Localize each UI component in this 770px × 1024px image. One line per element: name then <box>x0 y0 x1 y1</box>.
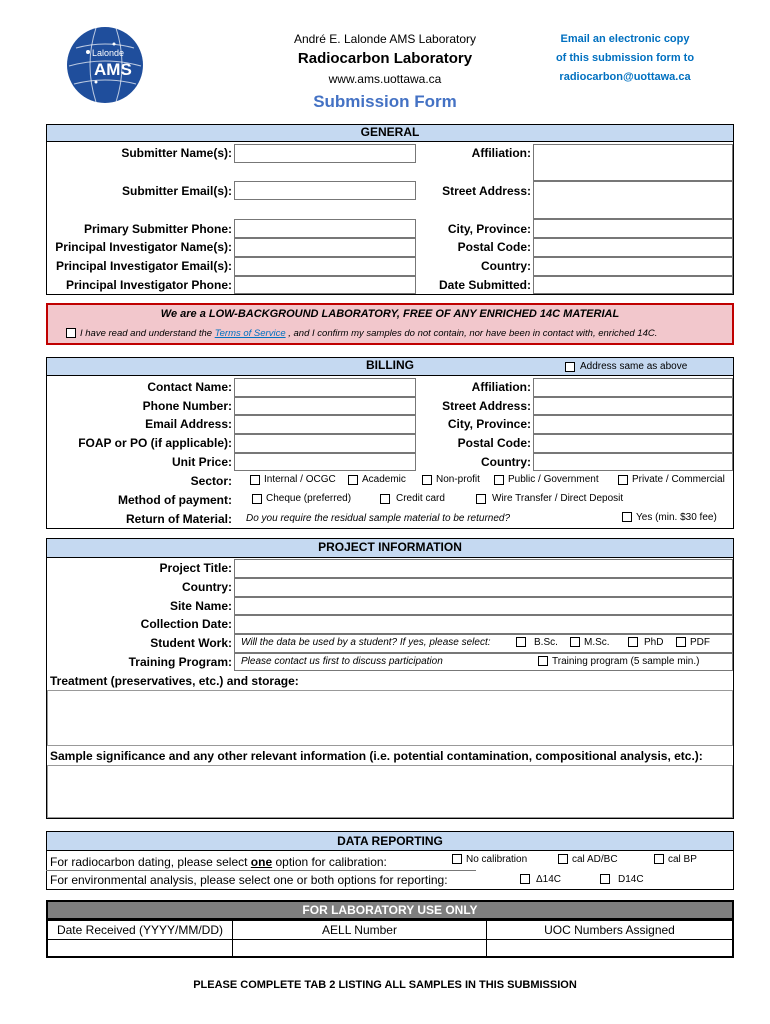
lab-title: Radiocarbon Laboratory <box>297 50 473 67</box>
label-email-address: Email Address: <box>145 417 232 431</box>
uoc-numbers-header: UOC Numbers Assigned <box>544 923 675 937</box>
project-country-field[interactable] <box>234 578 733 597</box>
contact-name-field[interactable] <box>234 378 416 397</box>
billing-city-field[interactable] <box>533 415 733 434</box>
training-note: Please contact us first to discuss participation <box>241 656 443 667</box>
label-billing-country: Country: <box>481 455 531 469</box>
label-billing-street: Street Address: <box>442 399 531 413</box>
notice-text <box>80 328 657 340</box>
lab-use-header: FOR LABORATORY USE ONLY <box>46 900 734 920</box>
label-billing-affiliation: Affiliation: <box>471 380 531 394</box>
affiliation-field[interactable] <box>533 144 733 181</box>
label-return: Return of Material: <box>125 512 232 526</box>
return-question: Do you require the residual sample material to be returned? <box>246 513 511 524</box>
reporting-header: DATA REPORTING <box>46 831 734 851</box>
label-student-work: Student Work: <box>150 636 232 650</box>
label-billing-postal: Postal Code: <box>457 436 531 450</box>
email-line-2: of this submission form to <box>555 52 695 64</box>
msc-checkbox[interactable] <box>570 637 580 647</box>
sector-nonprofit-checkbox[interactable] <box>422 475 432 485</box>
reporting-line-1-pre: For radiocarbon dating, please select <box>50 855 251 869</box>
bsc-label: B.Sc. <box>534 637 558 648</box>
pi-email-field[interactable] <box>234 257 416 276</box>
submitter-name-field[interactable] <box>234 144 416 163</box>
d14c-capital-checkbox[interactable] <box>520 874 530 884</box>
sector-internal-checkbox[interactable] <box>250 475 260 485</box>
country-field[interactable] <box>533 257 733 276</box>
return-yes-label: Yes (min. $30 fee) <box>636 512 717 523</box>
label-training-program: Training Program: <box>128 655 232 669</box>
footer-note: PLEASE COMPLETE TAB 2 LISTING ALL SAMPLES IN THIS SUBMISSION <box>193 979 577 991</box>
phd-checkbox[interactable] <box>628 637 638 647</box>
logo-text-main: AMS <box>94 60 132 79</box>
label-city: City, Province: <box>447 222 531 236</box>
lab-row-divider <box>46 939 734 940</box>
label-date-submitted: Date Submitted: <box>438 278 531 292</box>
sector-academic-label: Academic <box>362 474 406 485</box>
label-site-name: Site Name: <box>169 599 232 613</box>
label-significance: Sample significance and any other relevant information (i.e. potential contamination, compositional analysis, etc.): <box>50 749 703 763</box>
no-calibration-checkbox[interactable] <box>452 854 462 864</box>
label-pi-name: Principal Investigator Name(s): <box>55 240 232 254</box>
label-treatment: Treatment (preservatives, etc.) and storage: <box>50 674 299 688</box>
reporting-line-2: For environmental analysis, please select one or both options for reporting: <box>50 873 448 887</box>
d14c-lower-label: D14C <box>618 874 644 885</box>
primary-phone-field[interactable] <box>234 219 416 238</box>
pay-wire-label: Wire Transfer / Direct Deposit <box>492 493 624 504</box>
cal-bp-checkbox[interactable] <box>654 854 664 864</box>
pay-credit-label: Credit card <box>396 493 445 504</box>
email-line-1: Email an electronic copy <box>560 33 690 45</box>
email-instructions <box>530 30 720 87</box>
cal-ad-label: cal AD/BC <box>572 854 618 865</box>
ams-logo <box>66 26 144 104</box>
pdf-label: PDF <box>690 637 710 648</box>
pdf-checkbox[interactable] <box>676 637 686 647</box>
pay-wire-checkbox[interactable] <box>476 494 486 504</box>
project-header: PROJECT INFORMATION <box>46 538 734 558</box>
d14c-lower-checkbox[interactable] <box>600 874 610 884</box>
street-field[interactable] <box>533 181 733 219</box>
label-contact-name: Contact Name: <box>147 380 232 394</box>
sector-private-checkbox[interactable] <box>618 475 628 485</box>
sector-private-label: Private / Commercial <box>632 474 725 485</box>
no-calibration-label: No calibration <box>466 854 528 865</box>
form-title: Submission Form <box>313 92 457 111</box>
lab-name: André E. Lalonde AMS Laboratory <box>293 32 477 46</box>
label-project-title: Project Title: <box>159 561 232 575</box>
pay-cheque-checkbox[interactable] <box>252 494 262 504</box>
billing-street-field[interactable] <box>533 397 733 415</box>
sector-public-label: Public / Government <box>508 474 599 485</box>
label-affiliation: Affiliation: <box>471 146 531 160</box>
email-address-field[interactable] <box>234 415 416 434</box>
treatment-field[interactable] <box>47 690 733 746</box>
notice-pre: I have read and understand the <box>80 328 213 339</box>
cal-bp-label: cal BP <box>668 854 697 865</box>
phone-number-field[interactable] <box>234 397 416 415</box>
website: www.ams.uottawa.ca <box>328 72 442 86</box>
label-phone-number: Phone Number: <box>142 399 232 413</box>
email-line-3: radiocarbon@uottawa.ca <box>559 71 691 83</box>
return-yes-checkbox[interactable] <box>622 512 632 522</box>
billing-postal-field[interactable] <box>533 434 733 453</box>
label-payment: Method of payment: <box>118 493 232 507</box>
general-header: GENERAL <box>46 124 734 142</box>
label-project-country: Country: <box>182 580 232 594</box>
terms-link[interactable]: Terms of Service <box>214 328 286 339</box>
notice-post: , and I confirm my samples do not contain, nor have been in contact with, enriched 14C. <box>288 328 658 339</box>
reporting-line-1-post: option for calibration: <box>272 855 387 869</box>
pay-cheque-label: Cheque (preferred) <box>266 493 352 504</box>
label-submitter-email: Submitter Email(s): <box>121 184 232 198</box>
training-program-label: Training program (5 sample min.) <box>552 656 700 667</box>
foap-field[interactable] <box>234 434 416 453</box>
d14c-capital-label: Δ14C <box>536 874 562 885</box>
label-submitter-name: Submitter Name(s): <box>121 146 232 160</box>
site-name-field[interactable] <box>234 597 733 615</box>
postal-field[interactable] <box>533 238 733 257</box>
unit-price-field[interactable] <box>234 453 416 471</box>
pi-phone-field[interactable] <box>234 276 416 294</box>
submitter-email-field[interactable] <box>234 181 416 200</box>
label-pi-email: Principal Investigator Email(s): <box>55 259 232 273</box>
date-submitted-field[interactable] <box>533 276 733 294</box>
bsc-checkbox[interactable] <box>516 637 526 647</box>
label-billing-city: City, Province: <box>447 417 531 431</box>
sector-nonprofit-label: Non-profit <box>436 474 480 485</box>
billing-affiliation-field[interactable] <box>533 378 733 397</box>
reporting-line-1 <box>50 855 387 869</box>
label-primary-phone: Primary Submitter Phone: <box>83 222 232 236</box>
label-unit-price: Unit Price: <box>171 455 232 469</box>
sector-internal-label: Internal / OCGC <box>264 474 336 485</box>
collection-date-field[interactable] <box>234 615 733 634</box>
logo-text-top: Lalonde <box>92 48 125 58</box>
significance-field[interactable] <box>47 765 733 818</box>
cal-ad-checkbox[interactable] <box>558 854 568 864</box>
city-field[interactable] <box>533 219 733 238</box>
label-postal: Postal Code: <box>457 240 531 254</box>
billing-title: BILLING <box>366 358 414 372</box>
label-sector: Sector: <box>190 474 232 488</box>
label-street: Street Address: <box>442 184 531 198</box>
student-question: Will the data be used by a student? If yes, please select: <box>241 637 491 648</box>
billing-country-field[interactable] <box>533 453 733 471</box>
notice-title: We are a LOW-BACKGROUND LABORATORY, FREE OF ANY ENRICHED 14C MATERIAL <box>160 308 620 320</box>
reporting-one: one <box>250 855 273 869</box>
sector-academic-checkbox[interactable] <box>348 475 358 485</box>
training-checkbox[interactable] <box>538 656 548 666</box>
label-collection-date: Collection Date: <box>140 617 232 631</box>
sector-public-checkbox[interactable] <box>494 475 504 485</box>
phd-label: PhD <box>644 637 664 648</box>
pay-credit-checkbox[interactable] <box>380 494 390 504</box>
msc-label: M.Sc. <box>584 637 610 648</box>
date-received-header: Date Received (YYYY/MM/DD) <box>56 923 224 937</box>
reporting-divider <box>46 870 476 871</box>
project-title-field[interactable] <box>234 559 733 578</box>
same-address-checkbox[interactable] <box>565 362 575 372</box>
aell-number-header: AELL Number <box>322 923 397 937</box>
label-foap: FOAP or PO (if applicable): <box>78 436 232 450</box>
same-address-label: Address same as above <box>580 361 688 372</box>
label-country: Country: <box>481 259 531 273</box>
terms-checkbox[interactable] <box>66 328 76 338</box>
pi-name-field[interactable] <box>234 238 416 257</box>
label-pi-phone: Principal Investigator Phone: <box>65 278 232 292</box>
